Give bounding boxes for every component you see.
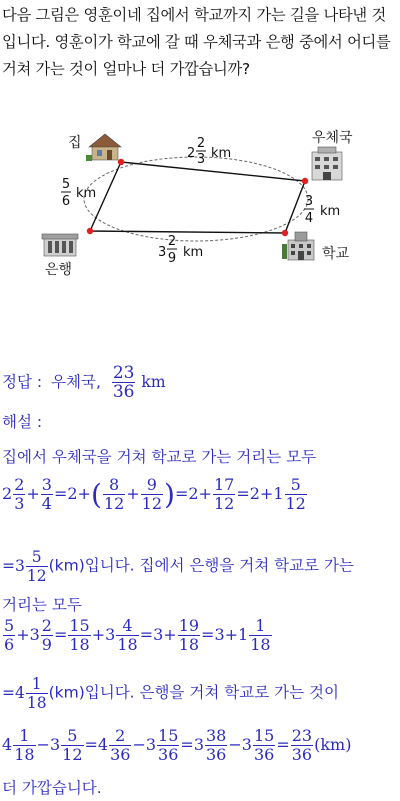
route-polygon (90, 162, 305, 233)
svg-text:2: 2 (187, 146, 196, 161)
svg-text:3: 3 (158, 245, 167, 260)
svg-text:km: km (211, 146, 232, 161)
house-icon (86, 134, 121, 161)
bank-label: 은행 (45, 262, 73, 276)
distance-post-school (304, 194, 340, 226)
explanation-label: 해설 : (2, 413, 43, 431)
question-text: 다음 그림은 영훈이네 집에서 학교까지 가는 길을 나타낸 것입니다. 영훈이가 학교에 갈 때 우체국과 은행 중에서 어디를 거쳐 가는 것이 얼마나 더 가깝습니까? (2, 6, 391, 78)
explanation-line-cont: 거리는 모두 (2, 596, 82, 614)
answer-unit: km (141, 373, 166, 391)
svg-text:2: 2 (196, 136, 206, 151)
bank-point (87, 228, 93, 234)
school-point (282, 230, 288, 236)
school-icon (282, 232, 314, 260)
equation-2: =3 $\frac{5}{12}$ (km)입니다. 집에서 은행을 거쳐 학교로 가는 (2, 548, 354, 585)
distance-home-post (187, 136, 231, 167)
distance-home-bank (61, 177, 96, 209)
equation-3: $\frac{5}{6}$ +3 $\frac{2}{9}$ = $\frac{15}{18}$ +3 $\frac{4}{18}$ =3+ $\frac{19}{18}$ =3+1 $\frac{1}{18}$ (4, 616, 271, 654)
answer-label: 정답 : (2, 373, 43, 391)
explanation-line1: 집에서 우체국을 거쳐 학교로 가는 거리는 모두 (2, 448, 317, 466)
svg-text:km: km (76, 186, 97, 201)
svg-text:2: 2 (167, 234, 177, 249)
answer-line (2, 364, 166, 401)
answer-place: 우체국, (51, 373, 101, 391)
answer-fraction: $\frac{23}{36}$ (112, 363, 135, 402)
equation-4: =4 $\frac{1}{18}$ (km)입니다. 은행을 거쳐 학교로 가는 것이 (2, 675, 339, 712)
svg-text:3: 3 (196, 152, 206, 167)
equation-5: 4 $\frac{1}{18}$ −3 $\frac{5}{12}$ =4 $\frac{2}{36}$ −3 $\frac{15}{36}$ =3 $\frac{38}{36}$ −3 $\frac{15}{36}$ = $\frac{23}{36}$ (km) (2, 726, 352, 764)
post-office-label: 우체국 (312, 130, 353, 146)
distance-bank-school (158, 234, 203, 266)
home-label: 집 (68, 135, 82, 151)
svg-text:9: 9 (167, 251, 177, 266)
bank-icon (42, 234, 78, 256)
svg-text:6: 6 (61, 194, 71, 209)
school-label: 학교 (322, 246, 350, 262)
explanation-final: 더 가깝습니다. (2, 779, 102, 797)
svg-text:km: km (183, 245, 204, 260)
route-map (0, 126, 400, 276)
svg-text:4: 4 (304, 211, 314, 226)
equation-1: 2 $\frac{2}{3}$ + $\frac{3}{4}$ =2+( $\frac{8}{12}$ + $\frac{9}{12}$ )=2+ $\frac{17}{12}$ =2+1 $\frac{5}{12}$ (2, 475, 306, 513)
home-point (118, 159, 124, 165)
post-office-icon (312, 147, 342, 180)
svg-text:3: 3 (304, 194, 314, 209)
post-office-point (302, 178, 308, 184)
svg-text:km: km (320, 204, 341, 219)
svg-text:5: 5 (61, 177, 71, 192)
